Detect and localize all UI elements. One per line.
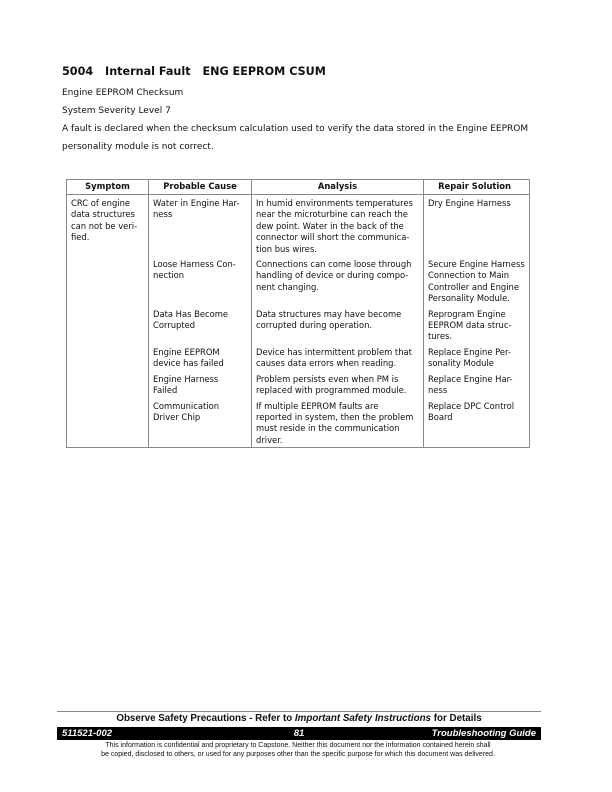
cell-line: causes data errors when reading. xyxy=(256,358,397,369)
analysis-cell xyxy=(252,195,424,257)
analysis-cell xyxy=(252,371,424,398)
probable-cause-cell xyxy=(149,344,252,371)
cell-line: Water in Engine Har- xyxy=(153,198,240,208)
fault-full-name: Engine EEPROM Checksum xyxy=(62,88,184,98)
cell-line: Replace Engine Har- xyxy=(428,373,513,384)
cell-line: Personality Module. xyxy=(428,293,510,304)
cell-line: near the microturbine can reach the xyxy=(256,209,408,220)
repair-solution-cell xyxy=(424,344,530,371)
cell-line: handling of device or during compo- xyxy=(256,270,409,281)
cell-line: Failed xyxy=(153,385,178,396)
fault-code: 5004 xyxy=(62,65,94,78)
cell-line: Dry Engine Harness xyxy=(428,198,511,208)
description-line-1: A fault is declared when the checksum calculation used to verify the data stored in the Engine EEPROM xyxy=(62,124,529,134)
safety-prefix: Observe Safety Precautions - Refer to xyxy=(116,713,295,724)
guide-title: Troubleshooting Guide xyxy=(431,728,536,739)
safety-instructions-reference: Important Safety Instructions xyxy=(294,713,432,724)
cell-line: Loose Harness Con- xyxy=(153,259,236,270)
cell-line: Replace DPC Control xyxy=(428,400,515,411)
analysis-cell xyxy=(252,344,424,371)
cell-line: Engine EEPROM xyxy=(153,346,220,357)
cell-line: driver. xyxy=(256,434,283,445)
cell-line: replaced with programmed module. xyxy=(256,385,407,396)
cell-line: Reprogram Engine xyxy=(428,308,506,319)
fault-heading xyxy=(62,65,334,78)
cell-line: Corrupted xyxy=(153,320,196,331)
confidentiality-line-2: be copied, disclosed to others, or used for any purposes other than the specific purpose for which this document was delivered. xyxy=(101,750,495,758)
fault-name: ENG EEPROM CSUM xyxy=(202,65,326,78)
cell-line: fied. xyxy=(71,232,90,243)
probable-cause-cell xyxy=(149,195,252,257)
header-symptom: Symptom xyxy=(67,180,149,195)
repair-solution-cell xyxy=(424,195,530,257)
cell-line: Secure Engine Harness xyxy=(428,259,525,270)
repair-solution-cell xyxy=(424,306,530,344)
cell-line: Device has intermittent problem that xyxy=(256,346,412,357)
probable-cause-cell xyxy=(149,256,252,306)
probable-cause-cell xyxy=(149,371,252,398)
table-header-row xyxy=(67,180,530,195)
cell-line: Controller and Engine xyxy=(428,281,519,292)
cell-line: Problem persists even when PM is xyxy=(256,373,399,384)
header-analysis: Analysis xyxy=(252,180,424,195)
footer-bar xyxy=(57,727,541,740)
cell-line: ness xyxy=(428,385,448,396)
safety-suffix: for Details xyxy=(431,713,482,724)
cell-line: nent changing. xyxy=(256,281,319,292)
repair-solution-cell xyxy=(424,371,530,398)
footer-divider xyxy=(57,711,541,712)
repair-solution-cell xyxy=(424,256,530,306)
safety-notice xyxy=(0,713,598,724)
cell-line: sonality Module xyxy=(428,358,494,369)
cell-line: can not be veri- xyxy=(71,220,138,231)
confidentiality-line-1: This information is confidential and proprietary to Capstone. Neither this document nor the information contained herein shall xyxy=(105,742,491,749)
cell-line: EEPROM data struc- xyxy=(428,320,512,331)
fault-type: Internal Fault xyxy=(105,65,191,78)
cell-line: Communication xyxy=(153,400,220,411)
troubleshooting-table xyxy=(66,179,530,448)
cell-line: Data structures may have become xyxy=(256,308,402,319)
cell-line: connector will short the communica- xyxy=(256,232,410,243)
header-probable-cause: Probable Cause xyxy=(149,180,252,195)
cell-line: data structures xyxy=(71,209,135,220)
confidentiality-notice xyxy=(0,742,596,759)
document-number: 511521-002 xyxy=(62,728,113,739)
cell-line: If multiple EEPROM faults are xyxy=(256,400,379,411)
cell-line: Driver Chip xyxy=(153,411,201,422)
analysis-cell xyxy=(252,256,424,306)
cell-line: Board xyxy=(428,411,453,422)
cell-line: Replace Engine Per- xyxy=(428,346,511,357)
page-number: 81 xyxy=(293,728,305,739)
symptom-cell xyxy=(67,195,149,448)
severity-level: System Severity Level 7 xyxy=(62,106,171,116)
cell-line: corrupted during operation. xyxy=(256,320,373,331)
cell-line: reported in system, then the problem xyxy=(256,411,414,422)
cell-line: nection xyxy=(153,270,185,281)
probable-cause-cell xyxy=(149,306,252,344)
cell-line: In humid environments temperatures xyxy=(256,198,413,208)
cell-line: Connections can come loose through xyxy=(256,259,412,270)
cell-line: CRC of engine xyxy=(71,198,131,208)
header-repair-solution: Repair Solution xyxy=(424,180,530,195)
cell-line: device has failed xyxy=(153,358,224,369)
cell-line: Connection to Main xyxy=(428,270,510,281)
table-row xyxy=(67,195,530,257)
cell-line: must reside in the communication xyxy=(256,423,400,434)
cell-line: ness xyxy=(153,209,173,220)
cell-line: dew point. Water in the back of the xyxy=(256,220,404,231)
analysis-cell xyxy=(252,398,424,448)
cell-line: tion bus wires. xyxy=(256,243,317,254)
cell-line: Engine Harness xyxy=(153,373,219,384)
repair-solution-cell xyxy=(424,398,530,448)
probable-cause-cell xyxy=(149,398,252,448)
description-line-2: personality module is not correct. xyxy=(62,142,214,152)
analysis-cell xyxy=(252,306,424,344)
cell-line: Data Has Become xyxy=(153,308,229,319)
cell-line: tures. xyxy=(428,331,453,342)
